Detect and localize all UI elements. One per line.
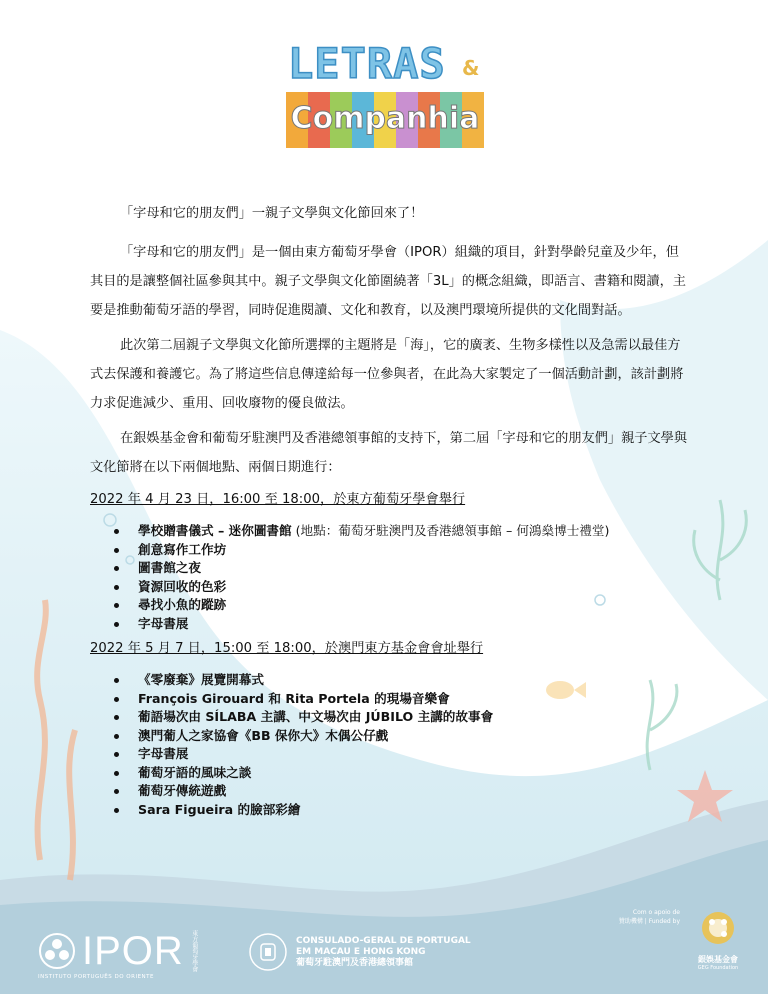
ipor-wordmark: IPOR	[82, 929, 184, 973]
event2-list	[90, 671, 690, 819]
list-item: 學校贈書儀式 – 迷你圖書館 (地點：葡萄牙駐澳門及香港總領事館 – 何鴻燊博士禮堂)	[138, 522, 690, 541]
funded-by-label: Com o apoio de 贊助機構 | Funded by	[618, 909, 680, 925]
list-item: 字母書展	[138, 615, 690, 634]
consulate-line-3: 葡萄牙駐澳門及香港總領事館	[296, 957, 414, 968]
list-item: François Girouard 和 Rita Portela 的現場音樂會	[138, 690, 690, 709]
consulate-logo	[248, 932, 471, 972]
consulate-line-1: CONSULADO-GERAL DE PORTUGAL	[296, 935, 471, 946]
paragraph-theme: 此次第二屆親子文學與文化節所選擇的主題將是「海」，它的廣袤、生物多樣性以及急需以最佳方式去保護和養護它。為了將這些信息傳達給每一位參與者，在此為大家製定了一個活動計劃，該計劃將力求促進減少、重用、回收廢物的優良做法。	[90, 338, 684, 411]
list-item: 葡萄牙傳統遊戲	[138, 782, 690, 801]
event1-list	[90, 522, 690, 633]
event1-date: 2022 年 4 月 23 日，16:00 至 18:00，於東方葡萄牙學會舉行	[90, 492, 466, 507]
list-item: 字母書展	[138, 745, 690, 764]
geg-emblem-icon	[698, 908, 738, 948]
list-item: 葡萄牙語的風味之談	[138, 764, 690, 783]
list-item: 葡語場次由 SÍLABA 主講、中文場次由 JÚBILO 主講的故事會	[138, 708, 690, 727]
logo-letras-text: LETRAS	[288, 39, 446, 88]
sponsor-footer	[0, 910, 768, 994]
geg-subtitle: GEG Foundation	[697, 965, 739, 971]
list-item: 創意寫作工作坊	[138, 541, 690, 560]
list-item: 尋找小魚的蹤跡	[138, 596, 690, 615]
intro-heading: 「字母和它的朋友們」一親子文學與文化節回來了！	[120, 206, 424, 221]
ipor-logo	[38, 929, 199, 980]
logo-ampersand: &	[462, 56, 480, 80]
list-item: Sara Figueira 的臉部彩繪	[138, 801, 690, 820]
ipor-subtitle: INSTITUTO PORTUGUÊS DO ORIENTE	[38, 974, 154, 980]
logo-companhia-text: Companhia	[290, 101, 480, 136]
list-item: 《零廢棄》展覽開幕式	[138, 671, 690, 690]
geg-name: 銀娛基金會	[698, 955, 738, 964]
announcement-body	[90, 199, 690, 825]
list-item: 資源回收的色彩	[138, 578, 690, 597]
list-item: 澳門葡人之家協會《BB 保你大》木偶公仔戲	[138, 727, 690, 746]
ipor-chinese-name: 東方葡萄牙學會	[190, 930, 198, 972]
paragraph-about: 「字母和它的朋友們」是一個由東方葡萄牙學會（IPOR）組織的項目，針對學齡兒童及少年，但其目的是讓整個社區參與其中。親子文學與文化節圍繞著「3L」的概念組織，即語言、書籍和閱讀，主要是推動葡萄牙語的學習，同時促進閱讀、文化和教育，以及澳門環境所提供的文化間對話。	[90, 245, 686, 318]
letras-companhia-logo	[280, 38, 495, 156]
event2-date: 2022 年 5 月 7 日，15:00 至 18:00，於澳門東方基金會會址舉行	[90, 641, 484, 656]
ipor-emblem-icon	[38, 932, 76, 970]
paragraph-support: 在銀娛基金會和葡萄牙駐澳門及香港總領事館的支持下，第二屆「字母和它的朋友們」親子文學與文化節將在以下兩個地點、兩個日期進行：	[90, 431, 688, 475]
geg-foundation-logo	[688, 908, 748, 971]
portugal-coat-of-arms-icon	[248, 932, 288, 972]
list-item: 圖書館之夜	[138, 559, 690, 578]
consulate-line-2: EM MACAU E HONG KONG	[296, 946, 426, 957]
